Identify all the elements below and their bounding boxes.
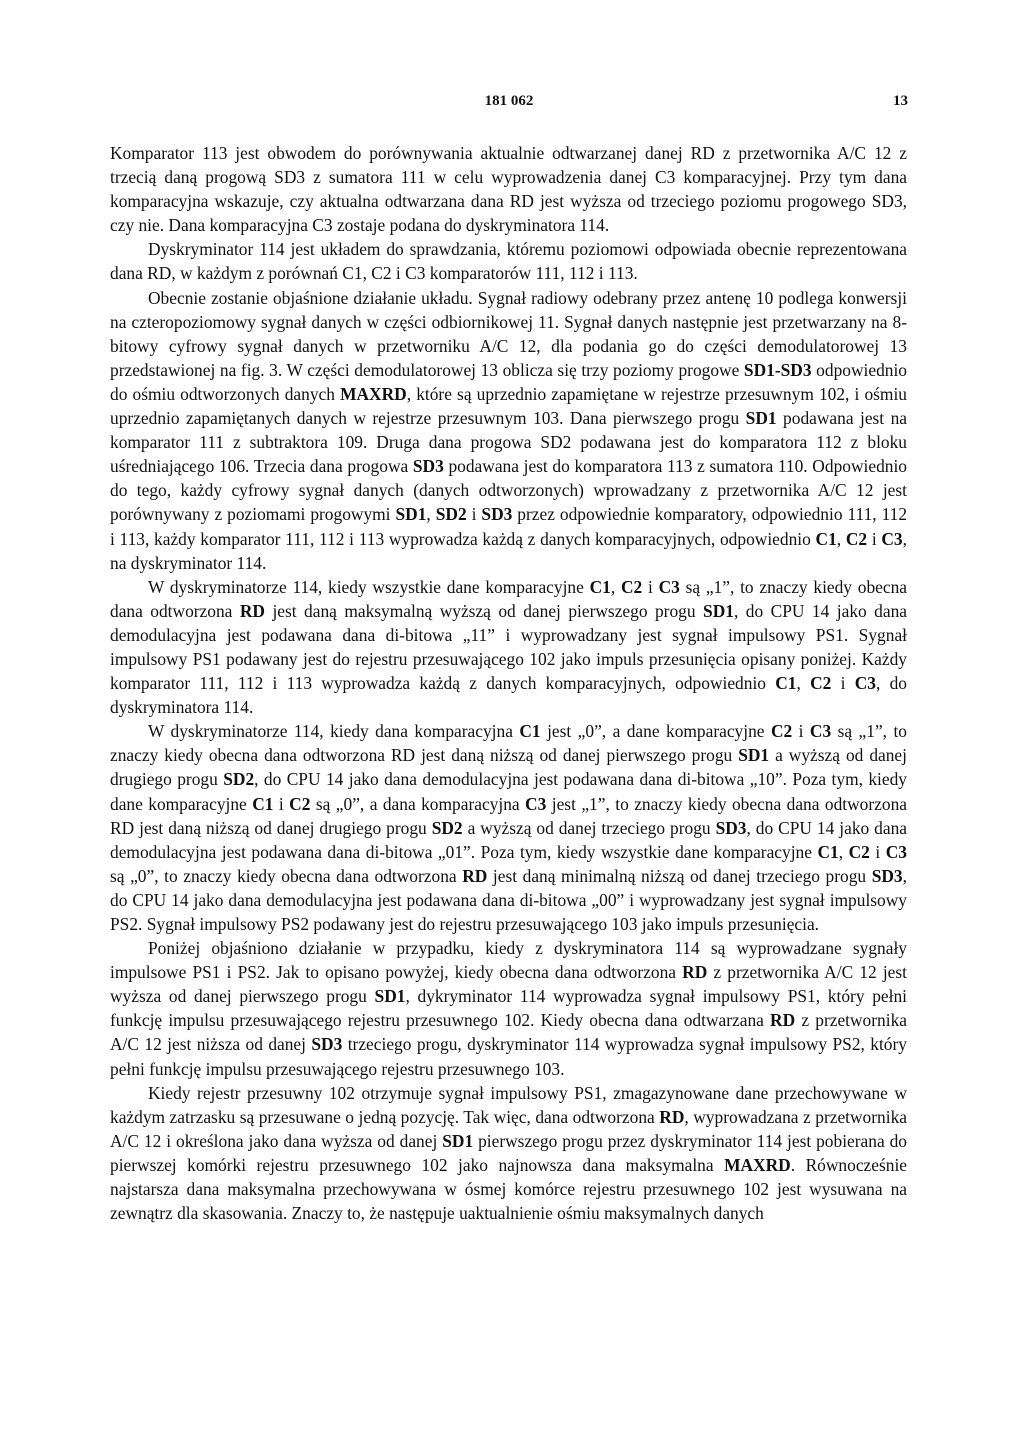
paragraph (110, 141, 907, 237)
paragraph (110, 1081, 907, 1226)
paragraph (110, 575, 907, 720)
bold-term: SD1 (738, 745, 770, 766)
bold-term: C1 (589, 576, 611, 597)
text-run: są „0”, to znaczy kiedy obecna dana odtworzona (110, 865, 463, 886)
page-number: 13 (893, 93, 908, 109)
text-run: Kiedy rejestr przesuwny 102 otrzymuje sygnał impulsowy PS1, zmagazynowane dane przechowywane w każdym zatrzasku są przesuwane o jedną pozycję. Tak więc, dana odtworzona (110, 1082, 907, 1127)
text-run: jest „1”, to znaczy kiedy obecna dana odtworzona RD jest daną niższą od danej drugiego progu (110, 793, 907, 838)
page-header (110, 93, 908, 115)
text-run: przez odpowiednie komparatory, odpowiednio 111, 112 i 113, każdy komparator 111, 112 i 113 wyprowadza każdą z danych komparacyjnych, odpowiednio (110, 504, 908, 549)
bold-term: MAXRD (340, 383, 407, 404)
text-run: podawana jest do komparatora 113 z sumatora 110. Odpowiednio do tego, każdy cyfrowy sygnał danych (danych odtworzonych) wprowadzany z przetwornika A/C 12 jest porównywany z poziomami progowymi (110, 456, 907, 525)
text-run: są „1”, to znaczy kiedy obecna dana odtworzona (110, 576, 907, 621)
bold-term: C1 (252, 793, 274, 814)
text-run: , do CPU 14 jako dana demodulacyjna jest podawana dana di-bitowa „10”. Poza tym, kiedy dane komparacyjne (110, 769, 907, 814)
paragraph (110, 719, 907, 936)
bold-term: SD3 (715, 817, 747, 838)
text-run: , do CPU 14 jako dana demodulacyjna jest podawana dana di-bitowa „00” i wyprowadzany jest sygnał impulsowy PS2. Sygnał impulsowy PS2 podawany jest do rejestru przesuwającego 103 jako impuls przesunięcia. (110, 865, 907, 934)
paragraph (110, 936, 907, 1081)
bold-term: C3 (854, 673, 876, 694)
bold-term: SD3 (311, 1034, 343, 1055)
text-run: i (466, 504, 482, 525)
text-run: , (836, 528, 846, 549)
text-run: i (831, 673, 855, 694)
bold-term: RD (239, 600, 265, 621)
text-run: pierwszego progu przez dyskryminator 114 jest pobierana do pierwszej komórki rejestru przesuwnego 102 jako najnowsza dana maksymalna (110, 1130, 907, 1175)
text-run: . Równocześnie najstarsza dana maksymalna przechowywana w ósmej komórce rejestru przesuwnego 102 jest wysuwana na zewnątrz dla skasowania. Znaczy to, że następuje uaktualnienie ośmiu maksymalnych danych (110, 1154, 907, 1224)
bold-term: RD (462, 865, 488, 886)
text-run: odpowiednio do ośmiu odtworzonych danych (110, 359, 907, 404)
text-run: a wyższą od danej trzeciego progu (462, 817, 716, 838)
text-run: Poniżej objaśniono działanie w przypadku, kiedy z dyskryminatora 114 są wyprowadzane sygnały impulsowe PS1 i PS2. Jak to opisano powyżej, kiedy obecna dana odtworzona (110, 938, 907, 983)
bold-term: SD3 (412, 456, 444, 477)
text-run: , (838, 841, 849, 862)
text-run: z przetwornika A/C 12 jest wyższa od danej pierwszego progu (110, 962, 907, 1007)
text-run: W dyskryminatorze 114, kiedy wszystkie dane komparacyjne (148, 576, 590, 597)
bold-term: C2 (810, 673, 832, 694)
paragraph (110, 286, 907, 575)
bold-term: C3 (881, 528, 903, 549)
bold-term: SD2 (431, 817, 463, 838)
bold-term: C1 (815, 528, 837, 549)
bold-term: SD2 (223, 769, 255, 790)
bold-term: SD1 (442, 1130, 474, 1151)
bold-term: SD1 (745, 408, 777, 429)
bold-term: SD1 (395, 504, 427, 525)
text-run: i (792, 721, 810, 742)
text-run: W dyskryminatorze 114, kiedy dana komparacyjna (148, 721, 520, 742)
bold-term: SD2 (435, 504, 467, 525)
bold-term: C2 (848, 841, 870, 862)
bold-term: C3 (658, 576, 680, 597)
bold-term: C2 (289, 793, 311, 814)
bold-term: SD1 (703, 600, 734, 621)
text-run: , do CPU 14 jako dana demodulacyjna jest podawana dana di-bitowa „11” i wyprowadzany jest sygnał impulsowy PS1. Sygnał impulsowy PS1 podawany jest do rejestru przesuwającego 102 jako impuls przesunięcia opisany poniżej. Każdy komparator 111, 112 i 113 wyprowadza każdą z danych komparacyjnych, odpowiednio (110, 600, 908, 694)
text-run: są „0”, a dana komparacyjna (310, 793, 526, 814)
bold-term: MAXRD (724, 1154, 791, 1175)
text-run: , (796, 673, 811, 694)
text-run: , do dyskryminatora 114. (110, 673, 907, 718)
bold-term: C2 (620, 576, 643, 597)
text-run: trzeciego progu, dyskryminator 114 wyprowadza sygnał impulsowy PS2, który pełni funkcję impulsu przesuwającego rejestru przesuwnego 103. (110, 1034, 907, 1079)
bold-term: C3 (809, 721, 832, 742)
text-run: i (867, 528, 882, 549)
text-run: Dyskryminator 114 jest układem do sprawdzania, któremu poziomowi odpowiada obecnie reprezentowana dana RD, w każdym z porównań C1, C2 i C3 komparatorów 111, 112 i 113. (110, 239, 907, 284)
bold-term: RD (659, 1106, 685, 1127)
bold-term: RD (682, 962, 708, 983)
document-body (110, 141, 907, 1225)
text-run: a wyższą od danej drugiego progu (110, 745, 907, 790)
bold-term: C3 (525, 793, 547, 814)
text-run: jest daną minimalną niższą od danej trzeciego progu (487, 865, 872, 886)
text-run: podawana jest na komparator 111 z subtraktora 109. Druga dana progowa SD2 podawana jest do komparatora 112 z bloku uśredniającego 106. Trzecia dana progowa (110, 408, 907, 477)
bold-term: SD1-SD3 (743, 359, 812, 380)
text-run: , które są uprzednio zapamiętane w rejestrze przesuwnym 102, i ośmiu uprzednio zapamiętanych danych w rejestrze przesuwnym 103. Dana pierwszego progu (110, 383, 907, 429)
bold-term: C1 (775, 673, 797, 694)
bold-term: C3 (885, 841, 908, 862)
text-run: i (273, 793, 290, 814)
bold-term: RD (770, 1010, 796, 1031)
text-run: , do CPU 14 jako dana demodulacyjna jest podawana dana di-bitowa „01”. Poza tym, kiedy wszystkie dane komparacyjne (110, 817, 908, 862)
bold-term: C1 (519, 721, 541, 742)
text-run: i (642, 576, 659, 597)
text-run: , (426, 504, 436, 525)
text-run: , na dyskryminator 114. (110, 528, 907, 573)
text-run: , wyprowadzana z przetwornika A/C 12 i określona jako dana wyższa od danej (110, 1106, 907, 1151)
bold-term: SD3 (871, 865, 903, 886)
text-run: , dykryminator 114 wyprowadza sygnał impulsowy PS1, który pełni funkcję impulsu przesuwającego rejestru przesuwnego 102. Kiedy obecna dana odtwarzana (110, 986, 907, 1031)
bold-term: SD1 (374, 986, 406, 1007)
text-run: Obecnie zostanie objaśnione działanie układu. Sygnał radiowy odebrany przez antenę 10 podlega konwersji na czteropoziomowy sygnał danych w części odbiornikowej 11. Sygnał danych następnie jest przetwarzany na 8-bitowy cyfrowy sygnał danych w przetworniku A/C 12, dla podania go do części demodulatorowej 13 przedstawionej na fig. 3. W części demodulatorowej 13 oblicza się trzy poziomy progowe (110, 287, 907, 380)
bold-term: SD3 (481, 504, 513, 525)
text-run: jest „0”, a dane komparacyjne (540, 721, 771, 742)
text-run: z przetwornika A/C 12 jest niższa od danej (110, 1010, 907, 1055)
paragraph (110, 237, 907, 285)
text-run: jest daną maksymalną wyższą od danej pierwszego progu (264, 600, 704, 621)
patent-number: 181 062 (484, 93, 534, 109)
bold-term: C1 (817, 841, 839, 862)
text-run: , (610, 576, 621, 597)
bold-term: C2 (845, 528, 868, 549)
bold-term: C2 (770, 721, 793, 742)
text-run: i (869, 841, 886, 862)
text-run: są „1”, to znaczy kiedy obecna dana odtworzona RD jest daną niższą od danej pierwszego progu (110, 721, 907, 766)
text-run: Komparator 113 jest obwodem do porównywania aktualnie odtwarzanej danej RD z przetwornika A/C 12 z trzecią daną progową SD3 z sumatora 111 w celu wyprowadzenia danej C3 komparacyjnej. Przy tym dana komparacyjna wskazuje, czy aktualna odtwarzana dana RD jest wyższa od trzeciego poziomu progowego SD3, czy nie. Dana komparacyjna C3 zostaje podana do dyskryminatora 114. (110, 143, 907, 236)
